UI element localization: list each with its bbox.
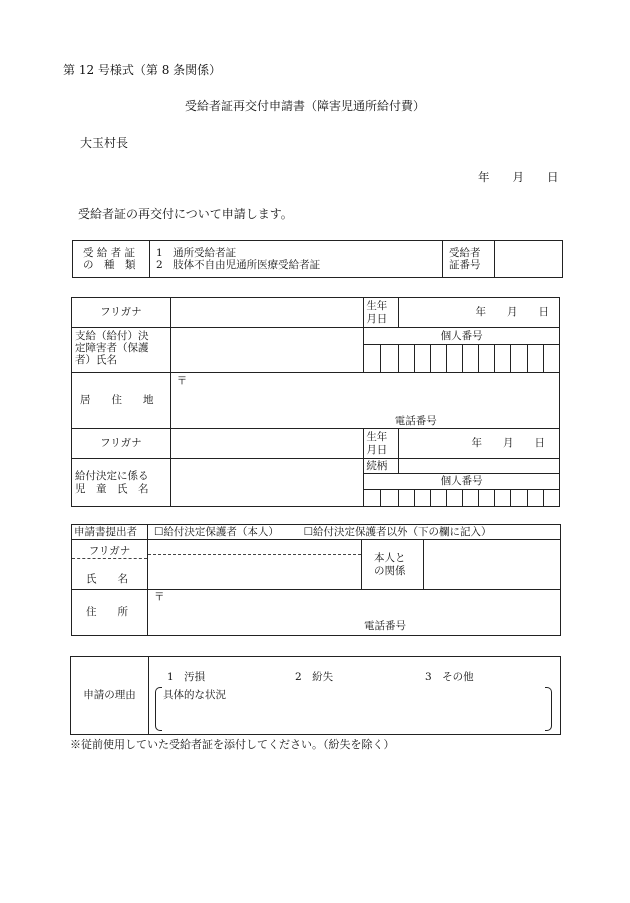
guardian-birth-field[interactable]: 年 月 日 <box>398 298 559 328</box>
reason-table <box>70 656 561 735</box>
child-pn-digit[interactable] <box>398 490 414 507</box>
guardian-pn-digit[interactable] <box>398 345 414 373</box>
submitter-name-field[interactable] <box>148 540 362 590</box>
phone-label: 電話番号 <box>394 415 437 427</box>
submitter-label: 申請書提出者 <box>72 525 148 540</box>
child-furigana-field[interactable] <box>170 429 364 459</box>
cert-kind-label-1: 受 給 者 証 <box>83 246 136 259</box>
relation-label-1: 本人と <box>374 552 406 565</box>
guardian-name-label-1: 支給（給付）決 <box>75 330 149 342</box>
submitter-address-label: 住 所 <box>72 590 148 636</box>
page-title: 受給者証再交付申請書（障害児通所給付費） <box>185 99 426 113</box>
reason-option-2[interactable]: 2 紛失 <box>295 671 334 683</box>
form-number: 第 12 号様式（第 8 条関係） <box>63 63 222 77</box>
child-pn-digit[interactable] <box>543 490 559 507</box>
checkbox-other[interactable]: ☐給付決定保護者以外（下の欄に記入） <box>303 525 492 538</box>
checkbox-self[interactable]: ☐給付決定保護者（本人） <box>154 525 279 538</box>
guardian-pn-digit[interactable] <box>364 345 381 373</box>
child-pn-digit[interactable] <box>479 490 495 507</box>
addressee: 大玉村長 <box>80 136 129 150</box>
guardian-pn-digit[interactable] <box>511 345 527 373</box>
guardian-pn-digit[interactable] <box>479 345 495 373</box>
guardian-pn-digit[interactable] <box>414 345 430 373</box>
child-birth-label-2: 月日 <box>366 443 388 456</box>
submitter-relation-field[interactable] <box>424 540 561 590</box>
child-pn-digit[interactable] <box>414 490 430 507</box>
guardian-birth-label-2: 月日 <box>366 312 388 325</box>
guardian-furigana-field[interactable] <box>170 298 364 328</box>
relation-label: 続柄 <box>364 459 398 474</box>
postal-mark: 〒 <box>176 375 188 387</box>
guardian-pn-digit[interactable] <box>527 345 543 373</box>
cert-number-label-2: 証番号 <box>449 259 481 271</box>
child-pn-digit[interactable] <box>381 490 398 507</box>
guardian-personal-number-label: 個人番号 <box>364 328 560 345</box>
submitter-postal-mark: 〒 <box>154 591 165 603</box>
date-line: 年 月 日 <box>478 170 559 184</box>
child-pn-digit[interactable] <box>446 490 462 507</box>
address-label: 居 住 地 <box>72 373 171 429</box>
guardian-name-label-3: 者）氏名 <box>75 354 117 367</box>
right-bracket <box>545 687 552 731</box>
guardian-pn-digit[interactable] <box>446 345 462 373</box>
cert-number-label-1: 受給者 <box>449 246 481 259</box>
relation-label-2: の関係 <box>374 564 406 577</box>
detail-label: 具体的な状況 <box>163 689 226 701</box>
submitter-furigana-label: フリガナ <box>72 544 147 559</box>
child-pn-digit[interactable] <box>364 490 381 507</box>
child-birth-label-1: 生年 <box>366 431 388 444</box>
cert-kind-table <box>72 240 563 278</box>
footnote: ※従前使用していた受給者証を添付してください。（紛失を除く） <box>70 738 395 751</box>
child-name-label-1: 給付決定に係る <box>75 470 149 483</box>
guardian-furigana-label: フリガナ <box>72 298 171 328</box>
cert-option-1: 1 通所受給者証 <box>156 246 237 259</box>
cert-number-field[interactable] <box>495 241 563 278</box>
guardian-pn-digit[interactable] <box>381 345 398 373</box>
guardian-name-label-2: 定障害者（保護 <box>75 342 149 355</box>
intro-text: 受給者証の再交付について申請します。 <box>78 207 293 221</box>
guardian-pn-digit[interactable] <box>543 345 559 373</box>
submitter-phone-label: 電話番号 <box>364 620 406 632</box>
submitter-name-label: 氏 名 <box>86 572 128 585</box>
address-field[interactable] <box>170 373 559 429</box>
guardian-pn-digit[interactable] <box>463 345 479 373</box>
child-birth-field[interactable]: 年 月 日 <box>398 429 559 459</box>
reason-field[interactable] <box>149 657 561 735</box>
submitter-table <box>71 524 561 636</box>
child-personal-number-label: 個人番号 <box>364 474 560 490</box>
child-pn-digit[interactable] <box>430 490 446 507</box>
guardian-name-field[interactable] <box>170 328 364 373</box>
guardian-birth-label-1: 生年 <box>366 300 388 313</box>
submitter-address-field[interactable] <box>148 590 561 636</box>
child-pn-digit[interactable] <box>511 490 527 507</box>
guardian-pn-digit[interactable] <box>495 345 511 373</box>
reason-option-1[interactable]: 1 汚損 <box>167 671 206 683</box>
guardian-pn-digit[interactable] <box>430 345 446 373</box>
reason-label: 申請の理由 <box>71 657 149 735</box>
child-name-field[interactable] <box>170 459 364 507</box>
left-bracket <box>155 687 162 731</box>
child-furigana-label: フリガナ <box>72 429 171 459</box>
child-name-label-2: 児 童 氏 名 <box>75 482 149 495</box>
relation-field[interactable] <box>398 459 559 474</box>
cert-kind-label-2: の 種 類 <box>83 259 136 271</box>
child-pn-digit[interactable] <box>495 490 511 507</box>
guardian-table <box>71 297 560 507</box>
child-pn-digit[interactable] <box>463 490 479 507</box>
reason-option-3[interactable]: 3 その他 <box>425 671 474 683</box>
cert-option-2: 2 肢体不自由児通所医療受給者証 <box>156 259 321 271</box>
child-pn-digit[interactable] <box>527 490 543 507</box>
